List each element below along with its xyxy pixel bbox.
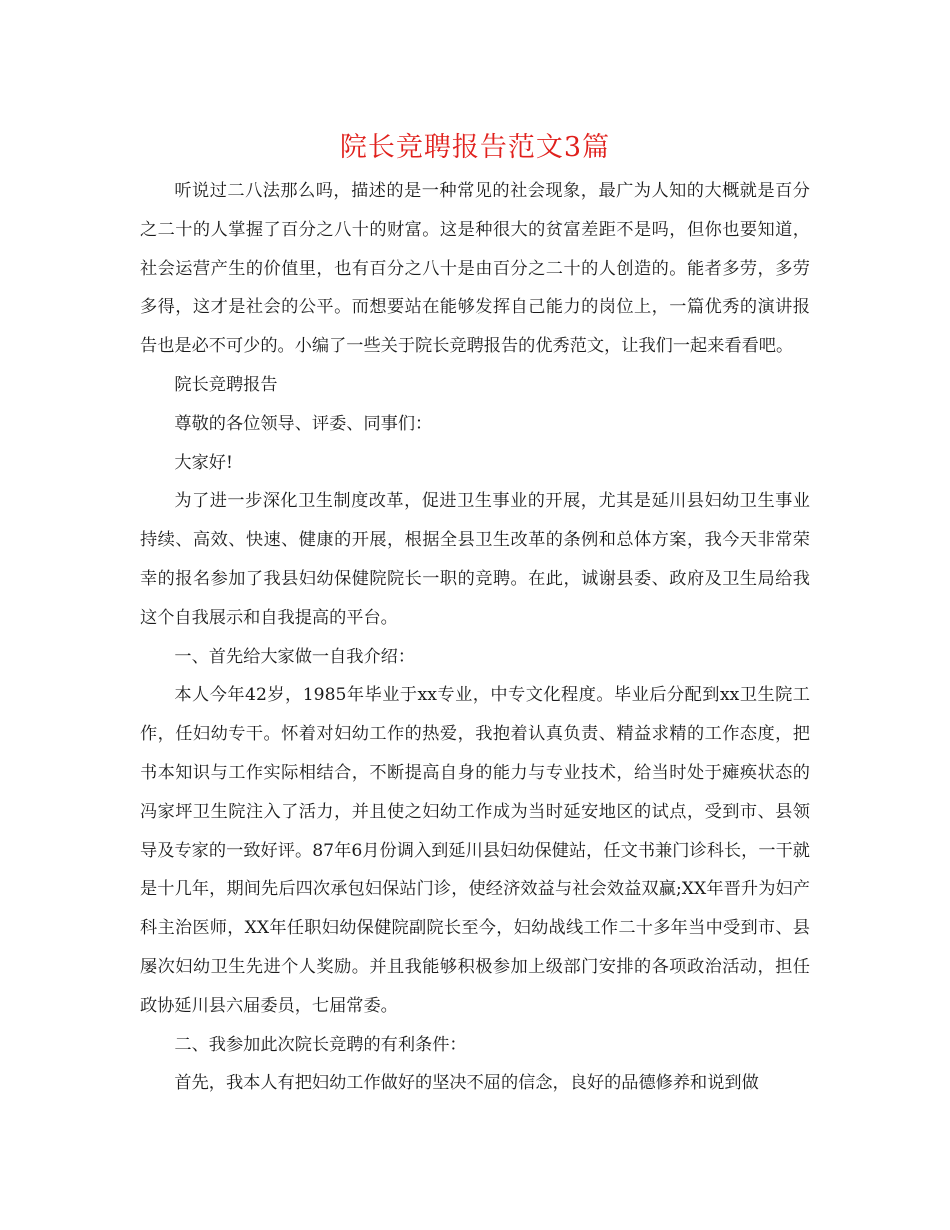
section-heading-self-intro: 一、首先给大家做一自我介绍： bbox=[174, 646, 416, 667]
paragraph-self-intro: 本人今年42岁，1985年毕业于xx专业，中专文化程度。毕业后分配到xx卫生院工作，任妇幼专干。怀着对妇幼工作的热爱，我抱着认真负责、精益求精的工作态度，把书本知识与工作实际相结合，不断提高自身的能力与专业技术，给当时处于瘫痪状态的冯家坪卫生院注入了活力，并且使之妇幼工作成为当时延安地区的试点，受到市、县领导及专家的一致好评。87年6月份调入到延川县妇幼保健站，任文书兼门诊科长，一干就是十几年，期间先后四次承包妇保站门诊，使经济效益与社会效益双赢;XX年晋升为妇产科主治医师，XX年任职妇幼保健院副院长至今，妇幼战线工作二十多年当中受到市、县屡次妇幼卫生先进个人奖励。并且我能够积极参加上级部门安排的各项政治活动，担任政协延川县六届委员，七届常委。 bbox=[140, 685, 810, 1016]
paragraph-conditions: 首先，我本人有把妇幼工作做好的坚决不屈的信念，良好的品德修养和说到做 bbox=[174, 1073, 759, 1094]
paragraph-purpose: 为了进一步深化卫生制度改革，促进卫生事业的开展，尤其是延川县妇幼卫生事业持续、高效、快速、健康的开展，根据全县卫生改革的条例和总体方案，我今天非常荣幸的报名参加了我县妇幼保健院院长一职的竞聘。在此，诚谢县委、政府及卫生局给我这个自我展示和自我提高的平台。 bbox=[140, 491, 810, 628]
document-body bbox=[140, 172, 810, 1103]
document-title: 院长竞聘报告范文3篇 bbox=[339, 132, 611, 163]
paragraph-greeting: 大家好! bbox=[174, 452, 233, 473]
section-heading-conditions: 二、我参加此次院长竞聘的有利条件： bbox=[174, 1034, 467, 1055]
paragraph-intro: 听说过二八法那么吗，描述的是一种常见的社会现象，最广为人知的大概就是百分之二十的人掌握了百分之八十的财富。这是种很大的贫富差距不是吗，但你也要知道，社会运营产生的价值里，也有百分之八十是由百分之二十的人创造的。能者多劳，多劳多得，这才是社会的公平。而想要站在能够发挥自己能力的岗位上，一篇优秀的演讲报告也是必不可少的。小编了一些关于院长竞聘报告的优秀范文，让我们一起来看看吧。 bbox=[140, 181, 810, 357]
paragraph-salutation: 尊敬的各位领导、评委、同事们： bbox=[174, 413, 433, 434]
paragraph-heading: 院长竞聘报告 bbox=[174, 374, 278, 395]
